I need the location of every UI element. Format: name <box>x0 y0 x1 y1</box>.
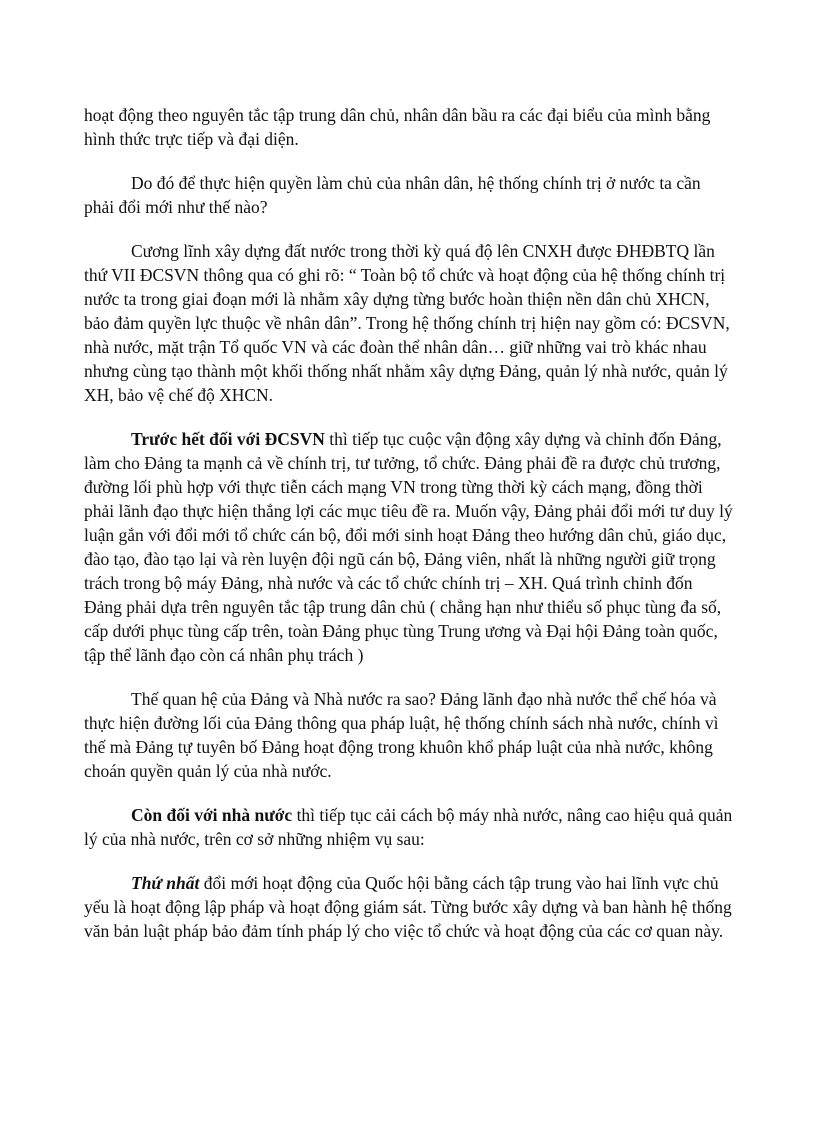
document-page <box>84 103 734 963</box>
paragraph-continuation <box>84 103 734 151</box>
paragraph-party-state-relation <box>84 687 734 783</box>
paragraph-text: Thế quan hệ của Đảng và Nhà nước ra sao? Đảng lãnh đạo nhà nước thể chế hóa và thực hiện đường lối của Đảng thông qua pháp luật, hệ thống chính sách nhà nước, chính vì thế mà Đảng tự tuyên bố Đảng hoạt động trong khuôn khổ pháp luật của nhà nước, không choán quyền quản lý của nhà nước. <box>84 689 719 781</box>
paragraph-lead-bold: Còn đối với nhà nước <box>131 805 293 825</box>
paragraph-text: đổi mới hoạt động của Quốc hội bằng cách tập trung vào hai lĩnh vực chủ yếu là hoạt động lập pháp và hoạt động giám sát. Từng bước xây dựng và ban hành hệ thống văn bản luật pháp bảo đảm tính pháp lý cho việc tổ chức và hoạt động của các cơ quan này. <box>84 873 732 941</box>
paragraph-question <box>84 171 734 219</box>
paragraph-party <box>84 427 734 667</box>
paragraph-text: Do đó để thực hiện quyền làm chủ của nhân dân, hệ thống chính trị ở nước ta cần phải đổi mới như thế nào? <box>84 173 701 217</box>
paragraph-text: Cương lĩnh xây dựng đất nước trong thời kỳ quá độ lên CNXH được ĐHĐBTQ lần thứ VII ĐCSVN thông qua có ghi rõ: “ Toàn bộ tổ chức và hoạt động của hệ thống chính trị nước ta trong giai đoạn mới là nhằm xây dựng từng bước hoàn thiện nền dân chủ XHCN, bảo đảm quyền lực thuộc về nhân dân”. Trong hệ thống chính trị hiện nay gồm có: ĐCSVN, nhà nước, mặt trận Tổ quốc VN và các đoàn thể nhân dân… giữ những vai trò khác nhau nhưng cùng tạo thành một khối thống nhất nhằm xây dựng Đảng, quản lý nhà nước, quản lý XH, bảo vệ chế độ XHCN. <box>84 241 730 405</box>
paragraph-text: thì tiếp tục cuộc vận động xây dựng và chỉnh đốn Đảng, làm cho Đảng ta mạnh cả về chính trị, tư tưởng, tổ chức. Đảng phải đề ra được chủ trương, đường lối phù hợp với thực tiễn cách mạng VN trong từng thời kỳ cách mạng, đồng thời phải lãnh đạo thực hiện thắng lợi các mục tiêu đề ra. Muốn vậy, Đảng phải đổi mới tư duy lý luận gắn với đổi mới tổ chức cán bộ, đổi mới sinh hoạt Đảng theo hướng dân chủ, giáo dục, đào tạo, đào tạo lại và rèn luyện đội ngũ cán bộ, Đảng viên, nhất là những người giữ trọng trách trong bộ máy Đảng, nhà nước và các tổ chức chính trị – XH. Quá trình chỉnh đốn Đảng phải dựa trên nguyên tắc tập trung dân chủ ( chẳng hạn như thiểu số phục tùng đa số, cấp dưới phục tùng cấp trên, toàn Đảng phục tùng Trung ương và Đại hội Đảng toàn quốc, tập thể lãnh đạo còn cá nhân phụ trách ) <box>84 429 733 665</box>
paragraph-text: hoạt động theo nguyên tắc tập trung dân chủ, nhân dân bầu ra các đại biểu của mình bằng hình thức trực tiếp và đại diện. <box>84 105 711 149</box>
paragraph-first-task <box>84 871 734 943</box>
paragraph-lead-bold-italic: Thứ nhất <box>131 873 200 893</box>
paragraph-state <box>84 803 734 851</box>
paragraph-text: thì tiếp tục cải cách bộ máy nhà nước, nâng cao hiệu quả quản lý của nhà nước, trên cơ sở những nhiệm vụ sau: <box>84 805 733 849</box>
paragraph-lead-bold: Trước hết đối với ĐCSVN <box>131 429 325 449</box>
paragraph-platform <box>84 239 734 407</box>
